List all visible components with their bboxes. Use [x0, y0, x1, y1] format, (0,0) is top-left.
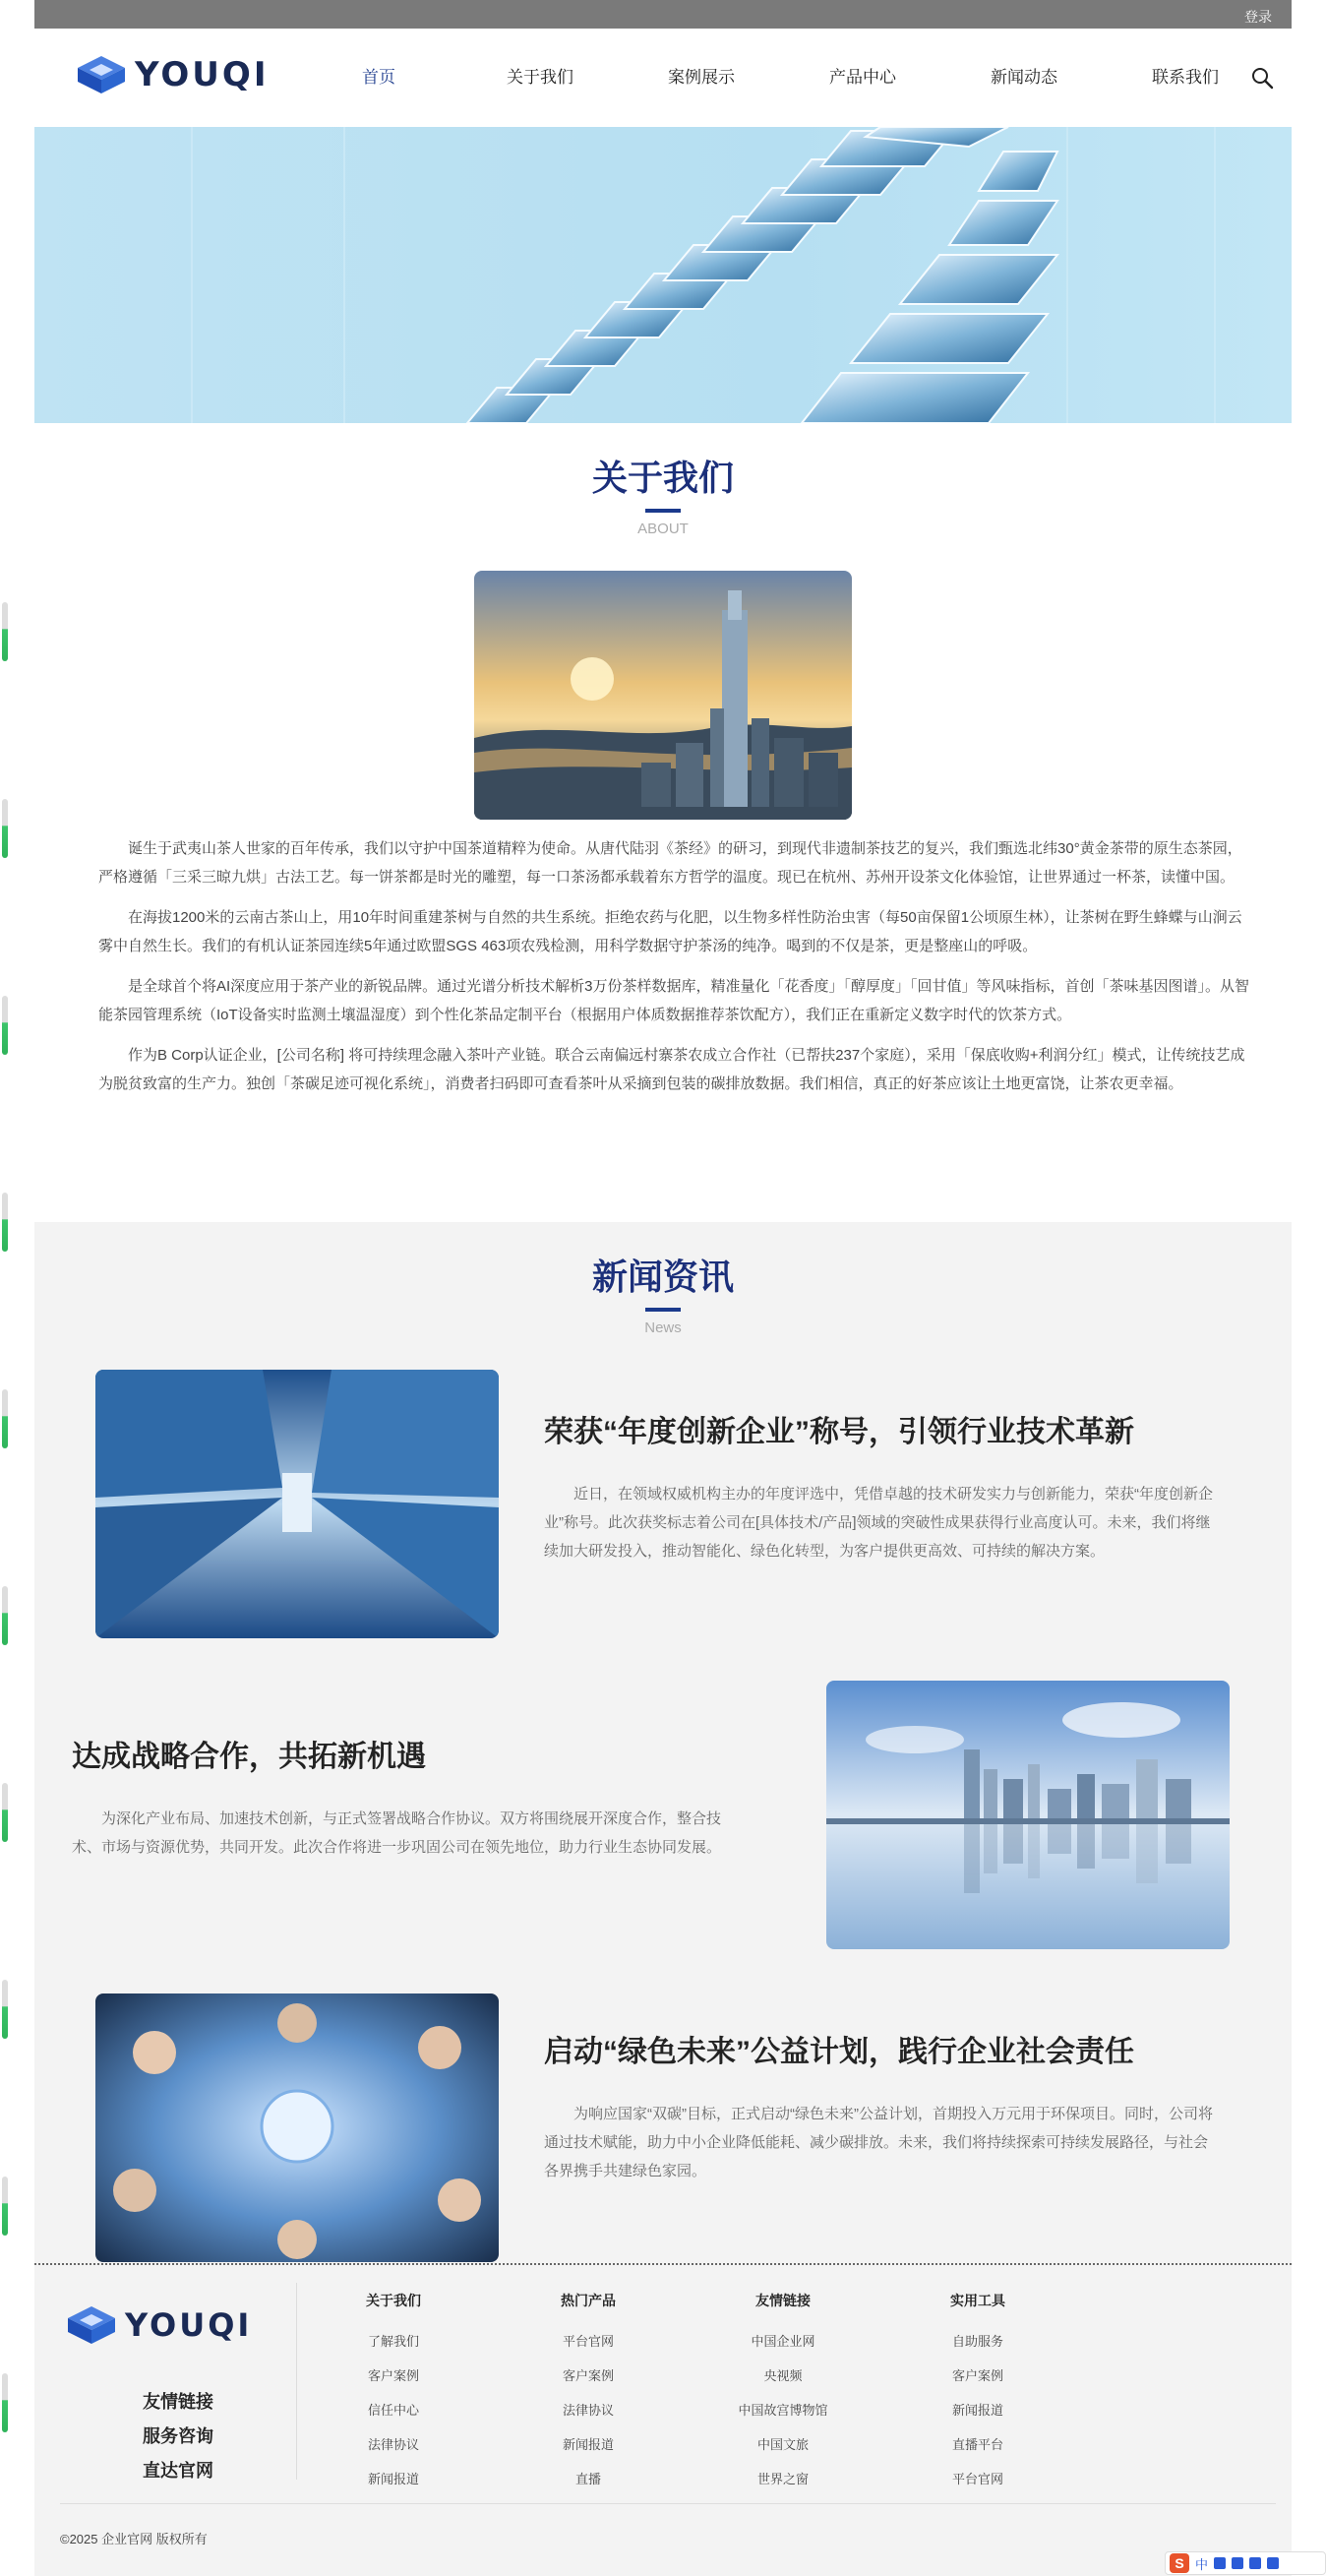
cube-logo-icon [66, 2304, 117, 2346]
footer-link[interactable]: 中国企业网 [751, 2334, 815, 2349]
brand-name: YOUQI [125, 2306, 253, 2344]
footer-column-heading: 关于我们 [366, 2293, 421, 2308]
footer-link[interactable]: 平台官网 [562, 2334, 614, 2349]
ime-logo-icon[interactable]: S [1170, 2553, 1189, 2573]
footer-link[interactable]: 信任中心 [367, 2403, 419, 2418]
brand-name: YOUQI [135, 55, 270, 94]
title-underline [645, 509, 681, 513]
ime-punctuation-icon[interactable] [1214, 2557, 1226, 2569]
ime-keyboard-icon[interactable] [1249, 2557, 1261, 2569]
footer-column-heading: 实用工具 [950, 2293, 1005, 2308]
hero-banner [34, 127, 1292, 423]
about-paragraph: 是全球首个将AI深度应用于茶产业的新锐品牌。通过光谱分析技术解析3万份茶样数据库，精准量化「花香度」「醇厚度」「回甘值」等风味指标，首创「茶味基因图谱」。从智能茶园管理系统（IoT设备实时监测土壤温湿度）到个性化茶品定制平台（根据用户体质数据推荐茶饮配方），我们正在重新定义数字时代的饮茶方式。 [98, 978, 1250, 1023]
about-subtitle: ABOUT [637, 521, 689, 537]
top-bar [34, 0, 1292, 29]
footer-column [330, 2291, 457, 2496]
footer-link[interactable]: 央视频 [763, 2368, 803, 2383]
site-header [34, 29, 1292, 127]
side-marker [2, 1193, 8, 1252]
footer-link[interactable]: 新闻报道 [367, 2472, 419, 2486]
footer-side-link[interactable]: 直达官网 [143, 2461, 213, 2481]
search-icon[interactable] [1250, 66, 1274, 90]
news-item-title[interactable]: 达成战略合作，共拓新机遇 [72, 1741, 426, 1773]
footer-side-link[interactable]: 友情链接 [143, 2392, 213, 2412]
nav-news[interactable]: 新闻动态 [991, 68, 1057, 87]
footer-side-links [143, 2385, 213, 2488]
news-item-image[interactable] [95, 1993, 499, 2262]
footer-divider [296, 2283, 297, 2480]
cube-logo-icon [76, 54, 127, 95]
footer-link[interactable]: 法律协议 [562, 2403, 614, 2418]
footer-side-link[interactable]: 服务咨询 [143, 2426, 213, 2446]
about-paragraph: 诞生于武夷山茶人世家的百年传承，我们以守护中国茶道精粹为使命。从唐代陆羽《茶经》的研习，到现代非遗制茶技艺的复兴，我们甄选北纬30°黄金茶带的原生态茶园，严格遵循「三采三晾九烘」古法工艺。每一饼茶都是时光的雕塑，每一口茶汤都承载着东方哲学的温度。现已在杭州、苏州开设茶文化体验馆，让世界通过一杯茶，读懂中国。 [98, 840, 1242, 886]
footer-link[interactable]: 世界之窗 [756, 2472, 809, 2486]
footer-link[interactable]: 了解我们 [367, 2334, 419, 2349]
about-heading [0, 451, 1326, 537]
site-logo[interactable] [76, 54, 269, 95]
footer-column-heading: 热门产品 [561, 2293, 616, 2308]
site-footer [34, 2263, 1292, 2576]
news-item-title[interactable]: 荣获“年度创新企业”称号，引领行业技术革新 [544, 1416, 1134, 1448]
side-marker [2, 1389, 8, 1448]
ime-toolbar[interactable] [1165, 2551, 1326, 2575]
about-city-image [474, 571, 852, 820]
news-section [34, 1222, 1292, 2263]
footer-logo[interactable] [66, 2304, 252, 2346]
footer-link[interactable]: 新闻报道 [562, 2437, 614, 2452]
side-marker [2, 996, 8, 1055]
copyright-text: ©2025 企业官网 版权所有 [60, 2532, 208, 2546]
about-paragraph: 作为B Corp认证企业，[公司名称] 将可持续理念融入茶叶产业链。联合云南偏远村寨茶农成立合作社（已帮扶237个家庭），采用「保底收购+利润分红」模式，让传统技艺成为脱贫致富的生产力。独创「茶碳足迹可视化系统」，消费者扫码即可查看茶叶从采摘到包装的碳排放数据。我们相信，真正的好茶应该让土地更富饶，让茶农更幸福。 [98, 1047, 1245, 1092]
footer-link[interactable]: 平台官网 [951, 2472, 1003, 2486]
ime-voice-icon[interactable] [1232, 2557, 1243, 2569]
main-nav [298, 29, 1266, 127]
news-item-body: 近日，在领域权威机构主办的年度评选中，凭借卓越的技术研发实力与创新能力，荣获“年度创新企业”称号。此次获奖标志着公司在[具体技术/产品]领域的突破性成果获得行业高度认可。未来，我们将继续加大研发投入，推动智能化、绿色化转型，为客户提供更高效、可持续的解决方案。 [544, 1486, 1213, 1560]
footer-link[interactable]: 法律协议 [367, 2437, 419, 2452]
about-text [98, 834, 1254, 1110]
ime-language-toggle[interactable]: 中 [1195, 2556, 1209, 2572]
footer-column-heading: 友情链接 [755, 2293, 811, 2308]
side-marker [2, 602, 8, 661]
side-marker [2, 799, 8, 858]
nav-about[interactable]: 关于我们 [507, 68, 573, 87]
news-heading [0, 1250, 1326, 1336]
nav-products[interactable]: 产品中心 [829, 68, 896, 87]
news-item-image[interactable] [95, 1370, 499, 1638]
news-item-body: 为深化产业布局、加速技术创新，与正式签署战略合作协议。双方将围绕展开深度合作，整合技术、市场与资源优势，共同开发。此次合作将进一步巩固公司在领先地位，助力行业生态协同发展。 [72, 1810, 722, 1856]
news-subtitle: News [644, 1319, 682, 1336]
side-marker [2, 1783, 8, 1842]
footer-link[interactable]: 自助服务 [951, 2334, 1003, 2349]
footer-link[interactable]: 直播 [574, 2472, 601, 2486]
footer-link[interactable]: 客户案例 [951, 2368, 1003, 2383]
title-underline [645, 1308, 681, 1312]
news-title: 新闻资讯 [591, 1257, 734, 1297]
footer-link[interactable]: 中国文旅 [756, 2437, 809, 2452]
about-title: 关于我们 [591, 458, 734, 498]
news-item-image[interactable] [826, 1681, 1230, 1949]
nav-contact[interactable]: 联系我们 [1152, 68, 1219, 87]
login-link[interactable]: 登录 [1244, 9, 1272, 25]
side-marker [2, 1980, 8, 2039]
footer-column [524, 2291, 652, 2496]
nav-cases[interactable]: 案例展示 [668, 68, 735, 87]
side-marker [2, 2373, 8, 2432]
side-marker [2, 2177, 8, 2236]
footer-link[interactable]: 客户案例 [367, 2368, 419, 2383]
news-item-body: 为响应国家“双碳”目标，正式启动“绿色未来”公益计划，首期投入万元用于环保项目。同时，公司将通过技术赋能，助力中小企业降低能耗、减少碳排放。未来，我们将持续探索可持续发展路径，与社会各界携手共建绿色家园。 [544, 2106, 1213, 2179]
footer-link[interactable]: 新闻报道 [951, 2403, 1003, 2418]
news-item-title[interactable]: 启动“绿色未来”公益计划，践行企业社会责任 [544, 2036, 1134, 2068]
ime-settings-icon[interactable] [1267, 2557, 1279, 2569]
glass-building-illustration [34, 127, 1292, 423]
footer-link[interactable]: 中国故宫博物馆 [738, 2403, 828, 2418]
footer-link[interactable]: 客户案例 [562, 2368, 614, 2383]
footer-separator [60, 2503, 1276, 2504]
about-paragraph: 在海拔1200米的云南古茶山上，用10年时间重建茶树与自然的共生系统。拒绝农药与化肥，以生物多样性防治虫害（每50亩保留1公顷原生林），让茶树在野生蜂蝶与山涧云雾中自然生长。我们的有机认证茶园连续5年通过欧盟SGS 463项农残检测，用科学数据守护茶汤的纯净。喝到的不仅是茶，更是整座山的呼吸。 [98, 909, 1242, 954]
footer-link[interactable]: 直播平台 [951, 2437, 1003, 2452]
footer-column [914, 2291, 1042, 2496]
footer-column [719, 2291, 847, 2496]
side-marker [2, 1586, 8, 1645]
nav-home[interactable]: 首页 [362, 68, 395, 87]
